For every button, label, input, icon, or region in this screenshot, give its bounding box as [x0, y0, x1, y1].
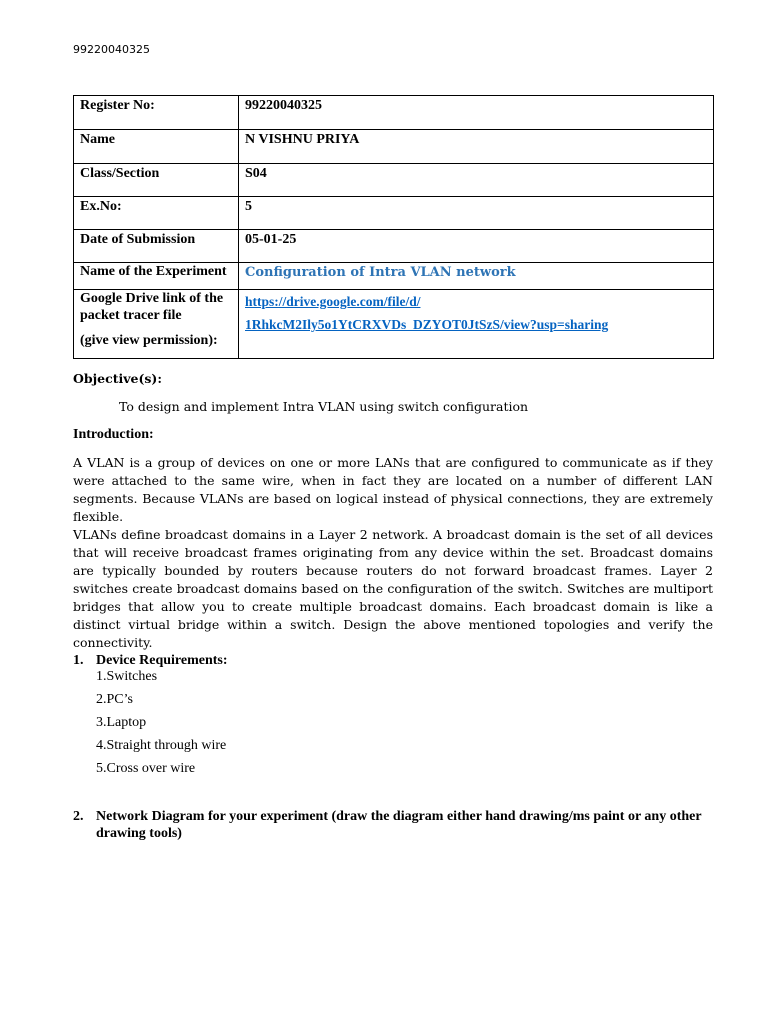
date-value: 05-01-25: [245, 232, 297, 247]
section-device-requirements: [73, 652, 713, 669]
table-row: [74, 130, 714, 164]
experiment-label-cell: [74, 263, 239, 290]
section-number: 2.: [73, 809, 84, 824]
list-item: 5.Cross over wire: [96, 761, 196, 776]
register-value: 99220040325: [245, 98, 322, 113]
table-row: [74, 96, 714, 130]
table-row: [74, 164, 714, 197]
section-network-diagram: [73, 808, 713, 842]
name-label: Name: [80, 132, 115, 147]
drive-label-line3: (give view permission):: [80, 333, 218, 348]
introduction-heading: Introduction:: [73, 427, 154, 442]
list-item: 2.PC’s: [96, 692, 133, 707]
drive-label-cell: [74, 290, 239, 359]
class-label-cell: [74, 164, 239, 197]
objective-text: To design and implement Intra VLAN using switch configuration: [119, 399, 529, 414]
class-value: S04: [245, 166, 267, 181]
table-row: [74, 263, 714, 290]
register-label-cell: [74, 96, 239, 130]
drive-link-line1[interactable]: https://drive.google.com/file/d/: [245, 294, 421, 309]
register-value-cell: [239, 96, 714, 130]
list-item: 4.Straight through wire: [96, 738, 227, 753]
name-value: N VISHNU PRIYA: [245, 132, 360, 147]
table-row: [74, 230, 714, 263]
drive-link-cell: [239, 290, 714, 359]
date-label: Date of Submission: [80, 232, 196, 247]
table-row: [74, 290, 714, 359]
date-value-cell: [239, 230, 714, 263]
experiment-value-cell: [239, 263, 714, 290]
table-row: [74, 197, 714, 230]
section-title: Device Requirements:: [96, 653, 228, 668]
exno-value-cell: [239, 197, 714, 230]
date-label-cell: [74, 230, 239, 263]
list-item: 3.Laptop: [96, 715, 147, 730]
exno-label-cell: [74, 197, 239, 230]
experiment-title: Configuration of Intra VLAN network: [245, 265, 516, 280]
register-label: Register No:: [80, 98, 155, 113]
experiment-label: Name of the Experiment: [80, 264, 227, 279]
class-value-cell: [239, 164, 714, 197]
drive-label-line1: Google Drive link of the: [80, 291, 224, 306]
drive-label-line2: packet tracer file: [80, 308, 182, 323]
student-info-table: [73, 95, 714, 359]
objective-heading: Objective(s):: [73, 371, 162, 386]
drive-link-line2[interactable]: 1RhkcM2Ily5o1YtCRXVDs_DZYOT0JtSzS/view?usp=sharing: [245, 317, 609, 332]
list-item: 1.Switches: [96, 669, 158, 684]
page-header-id: 99220040325: [73, 43, 150, 56]
device-requirements-list: [96, 668, 226, 783]
introduction-paragraph-1: A VLAN is a group of devices on one or more LANs that are configured to communicate as if they were attached to the same wire, when in fact they are located on a number of different LAN segments. Because VLANs are based on logical instead of physical connections, they are extremely flexible.: [73, 455, 713, 524]
name-label-cell: [74, 130, 239, 164]
section-number: 1.: [73, 653, 84, 668]
exno-value: 5: [245, 199, 252, 214]
name-value-cell: [239, 130, 714, 164]
section-title: Network Diagram for your experiment (draw the diagram either hand drawing/ms paint or any other drawing tools): [96, 809, 702, 841]
introduction-paragraph-2: VLANs define broadcast domains in a Layer 2 network. A broadcast domain is the set of all devices that will receive broadcast frames originating from any device within the set. Broadcast domains are typically bounded by routers because routers do not forward broadcast frames. Layer 2 switches create broadcast domains based on the configuration of the switch. Switches are multiport bridges that allow you to create multiple broadcast domains. Each broadcast domain is like a distinct virtual bridge within a switch. Design the above mentioned topologies and verify the connectivity.: [73, 527, 713, 650]
class-label: Class/Section: [80, 166, 160, 181]
exno-label: Ex.No:: [80, 199, 122, 214]
